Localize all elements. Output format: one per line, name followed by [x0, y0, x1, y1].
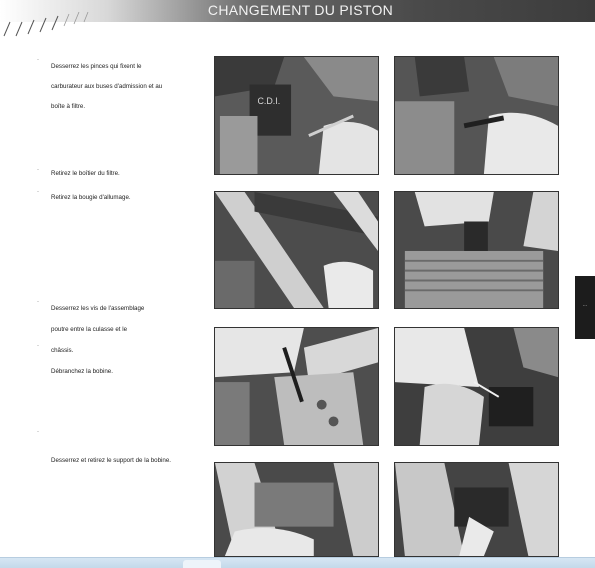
bullet: ·	[37, 189, 39, 195]
photo-coil-unplug	[394, 327, 559, 446]
step-4-line-2: poutre entre la culasse et le	[51, 326, 128, 333]
viewer-bottom-bar	[0, 557, 595, 568]
step-1-line-3: boîte à filtre.	[51, 103, 86, 110]
step-3-line-1: Retirez la bougie d'allumage.	[51, 194, 131, 201]
bullet: ·	[37, 343, 39, 349]
bullet: ·	[37, 57, 39, 63]
step-2-line-1: Retirez le boîtier du filtre.	[51, 170, 120, 177]
step-6-line-1: Desserrez et retirez le support de la bobine.	[51, 457, 172, 464]
cdi-label: C.D.I.	[257, 96, 281, 107]
step-4-line-3: châssis.	[51, 347, 74, 354]
page-title: CHANGEMENT DU PISTON	[207, 2, 394, 18]
photo-spark-plug	[394, 191, 559, 309]
section-tab	[575, 276, 595, 339]
step-4-line-1: Desserrez les vis de l'assemblage	[51, 305, 145, 312]
photo-coil-support-right	[394, 462, 559, 557]
photo-filter-box	[214, 191, 379, 309]
photo-screwdriver-clamp	[394, 56, 559, 175]
bullet: ·	[37, 167, 39, 173]
section-tab-label: ...	[582, 302, 588, 308]
instructions	[0, 0, 210, 568]
photo-frame-screws	[214, 327, 379, 446]
step-5-line-1: Débranchez la bobine.	[51, 368, 113, 375]
step-1-line-1: Desserrez les pinces qui fixent le	[51, 63, 142, 70]
step-1-line-2: carburateur aux buses d'admission et au	[51, 83, 163, 90]
photo-carburetor-clamps	[214, 56, 379, 175]
viewer-page-tab[interactable]	[183, 560, 221, 568]
bullet: ·	[37, 429, 39, 435]
bullet: ·	[37, 299, 39, 305]
photo-coil-support-left	[214, 462, 379, 557]
